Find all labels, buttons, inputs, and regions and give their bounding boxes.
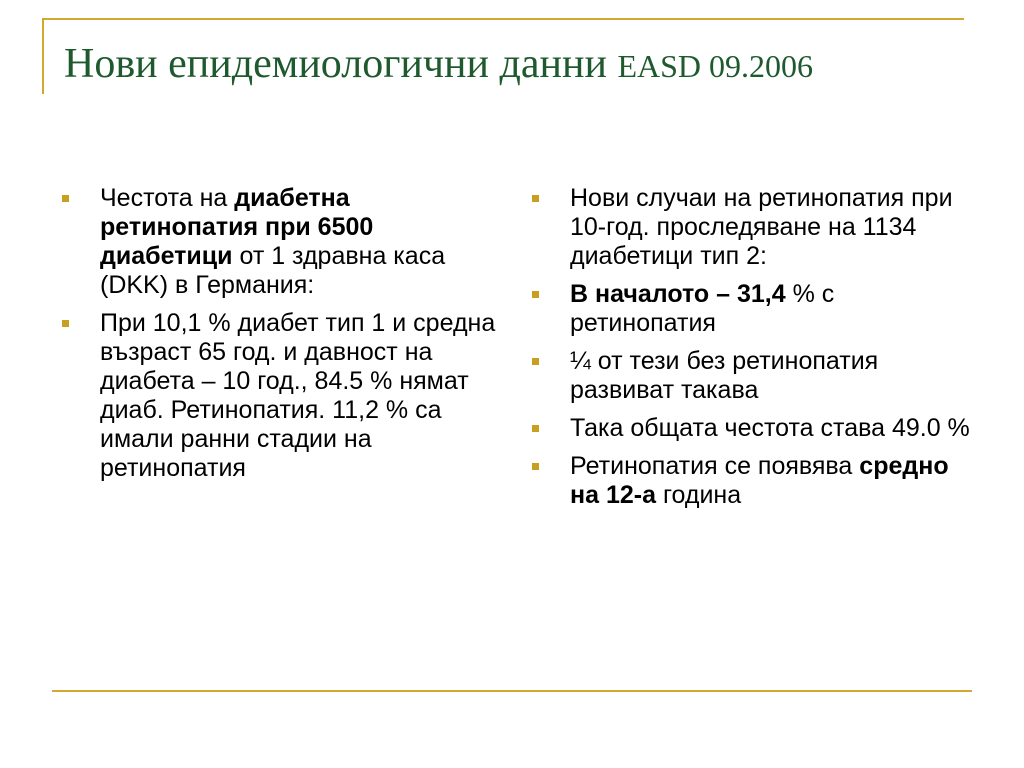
bullet-item <box>532 184 972 271</box>
square-bullet-icon <box>62 320 69 327</box>
square-bullet-icon <box>532 358 539 365</box>
bullet-text <box>570 452 949 509</box>
title-accent-vertical-line <box>42 18 44 94</box>
left-bullet-list <box>62 184 502 492</box>
slide-title <box>64 38 813 92</box>
slide-title-suffix: EASD 09.2006 <box>617 48 813 84</box>
bullet-text <box>570 280 834 337</box>
square-bullet-icon <box>532 425 539 432</box>
bullet-text-bold: диабетна ретинопатия при 6500 диабетици <box>100 184 374 270</box>
bullet-item <box>532 414 972 443</box>
slide-title-main: Нови епидемиологични данни <box>64 41 618 87</box>
right-bullet-list <box>532 184 972 519</box>
square-bullet-icon <box>532 291 539 298</box>
footer-divider <box>52 690 972 692</box>
bullet-text-segment: Нови случаи на ретинопатия при 10-год. проследяване на 1134 диабетици тип 2: <box>570 184 953 270</box>
bullet-text <box>570 347 878 404</box>
square-bullet-icon <box>532 463 539 470</box>
bullet-text-segment: година <box>656 481 742 509</box>
bullet-item <box>532 347 972 405</box>
bullet-text <box>570 184 953 270</box>
square-bullet-icon <box>532 195 539 202</box>
bullet-text <box>100 309 495 482</box>
title-accent-horizontal-line <box>42 18 964 20</box>
bullet-item <box>62 184 502 300</box>
bullet-text-segment: от 1 здравна каса (DKK) в Германия: <box>100 242 446 299</box>
bullet-text-segment: Ретинопатия се появява <box>570 452 860 480</box>
bullet-text-bold: В началото – 31,4 <box>570 280 786 308</box>
bullet-item <box>62 309 502 483</box>
bullet-text-segment: Честота на <box>100 184 235 212</box>
bullet-item <box>532 452 972 510</box>
bullet-text-bold: средно на 12-а <box>570 452 949 509</box>
bullet-text-segment: Така общата честота става 49.0 % <box>570 414 970 442</box>
bullet-text-segment: % с ретинопатия <box>570 280 835 337</box>
bullet-text-segment: ¼ от тези без ретинопатия развиват такава <box>570 347 879 404</box>
bullet-item <box>532 280 972 338</box>
bullet-text <box>570 414 970 442</box>
square-bullet-icon <box>62 195 69 202</box>
bullet-text <box>100 184 445 299</box>
bullet-text-segment: При 10,1 % диабет тип 1 и средна възраст 65 год. и давност на диабета – 10 год., 84.5 % нямат диаб. Ретинопатия. 11,2 % са имали ранни стадии на ретинопатия <box>100 309 496 482</box>
